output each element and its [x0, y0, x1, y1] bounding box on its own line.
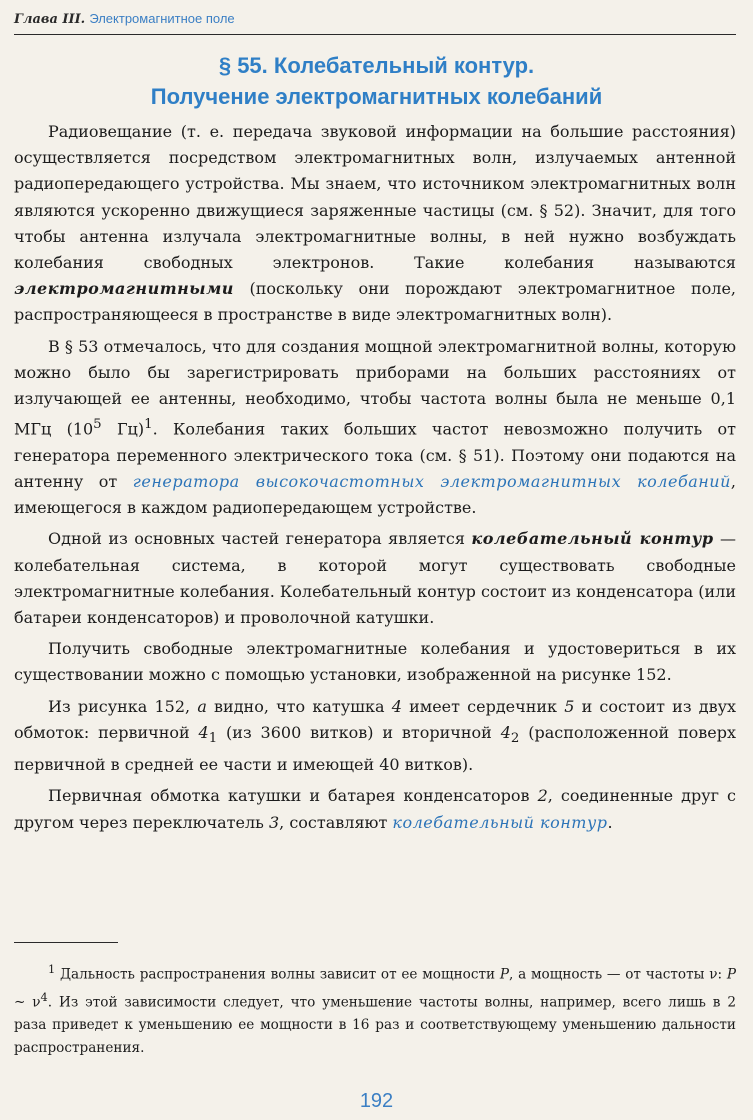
term-oscillating-circuit: колебательный контур	[471, 529, 714, 549]
p6-text-a: Первичная обмотка катушки и батарея конденсаторов	[48, 786, 538, 806]
ref-num-5: 5	[564, 696, 575, 716]
fn-symbol-p: P	[499, 966, 509, 983]
fn-text-c: ~ ν	[14, 994, 41, 1011]
header-topic: Электромагнитное поле	[89, 11, 235, 26]
page-number: 192	[359, 1090, 394, 1112]
p5-text-b: видно, что катушка	[206, 696, 392, 716]
paragraph-2	[14, 334, 736, 522]
p3-text-a: Одной из основных частей генератора является	[48, 529, 472, 549]
paragraph-3	[14, 526, 736, 631]
sub-1: 1	[208, 730, 218, 746]
paragraph-6	[14, 783, 736, 835]
paragraph-4	[14, 636, 736, 688]
header-chapter: Глава III.	[14, 12, 86, 27]
p1-text-b: (поскольку они порождают электромагнитное поле, распространяющееся в пространстве в виде электромагнитных волн).	[14, 279, 736, 325]
fn-text-b: , а мощность — от частоты ν:	[508, 966, 727, 983]
p6-text-d: .	[607, 812, 613, 832]
term-electromagnetic: электромагнитными	[14, 279, 234, 299]
footnote-ref: 1	[144, 417, 153, 433]
fn-symbol-p-2: P	[726, 966, 736, 983]
section-title-line1: § 55. Колебательный контур.	[218, 53, 535, 78]
fn-exponent: 4	[40, 990, 48, 1005]
p2-text-a: В § 53 отмечалось, что для создания мощной электромагнитной волны, которую можно было бы зарегистрировать приборами на больших расстояниях от излучающей ее антенны, необходимо, чтобы частота волны была не меньше 0,1 МГц (10	[14, 336, 736, 439]
footnote-mark: 1	[48, 962, 56, 976]
ref-num-4-1: 4	[198, 722, 209, 742]
p2-exponent: 5	[93, 417, 102, 433]
paragraph-1	[14, 119, 736, 329]
p4-text-a: Получить свободные электромагнитные колебания и удостовериться в их существовании можно с помощью установки, изображенной на рисунке 152.	[14, 639, 736, 685]
fn-text-d: . Из этой зависимости следует, что уменьшение частоты волны, например, всего лишь в 2 раза приведет к уменьшению ее мощности в 16 раз и соответствующему уменьшению дальности распространения.	[14, 994, 736, 1056]
p5-text-e: (из 3600 витков) и вторичной	[217, 722, 501, 742]
footnote-text	[14, 958, 736, 1059]
footnote	[14, 958, 736, 1059]
p5-text-c: имеет сердечник	[401, 696, 565, 716]
ref-num-3: 3	[268, 812, 280, 832]
ref-num-2: 2	[537, 786, 548, 806]
term-hf-generator: генератора высокочастотных электромагнитных колебаний	[132, 471, 731, 491]
ref-num-4-2: 4	[500, 722, 511, 742]
main-text	[14, 119, 736, 841]
p1-text-a: Радиовещание (т. е. передача звуковой информации на большие расстояния) осуществляется посредством электромагнитных волн, излучаемых антенной радиопередающего устройства. Мы знаем, что источником электромагнитных волн являются ускоренно движущиеся заряженные частицы (см. § 52). Значит, для того чтобы антенна излучала электромагнитные волны, в ней нужно возбуждать колебания свободных электронов. Такие колебания называются	[14, 122, 736, 273]
p5-text-a: Из рисунка 152,	[48, 696, 198, 716]
term-oscillating-circuit-2: колебательный контур	[392, 812, 608, 832]
fn-text-a: Дальность распространения волны зависит от ее мощности	[55, 966, 500, 983]
sub-2: 2	[510, 730, 520, 746]
footnote-divider	[14, 942, 118, 943]
p5-text-f: (расположенной поверх первичной в средней ее части и имеющей 40 витков).	[14, 722, 736, 775]
fig-letter: а	[197, 696, 207, 716]
p2-text-c: . Колебания таких больших частот невозможно получить от генератора переменного электрического тока (см. § 51). Поэтому они подаются на антенну от	[14, 419, 736, 491]
p2-text-b: Гц)	[101, 419, 145, 439]
running-header	[14, 8, 736, 35]
p6-text-b: , соединенные друг с другом через переключатель	[14, 786, 737, 832]
p3-text-b: — колебательная система, в которой могут существовать свободные электромагнитные колебания. Колебательный контур состоит из конденсатора (или батареи конденсаторов) и проволочной катушки.	[14, 529, 737, 627]
p6-text-c: , составляют	[279, 812, 393, 832]
p2-text-d: , имеющегося в каждом радиопередающем устройстве.	[14, 471, 737, 518]
section-title-line2: Получение электромагнитных колебаний	[150, 84, 603, 109]
paragraph-5	[14, 694, 736, 779]
section-title	[0, 50, 753, 112]
ref-num-4: 4	[391, 696, 402, 716]
p5-text-d: и состоит из двух обмоток: первичной	[14, 696, 737, 742]
